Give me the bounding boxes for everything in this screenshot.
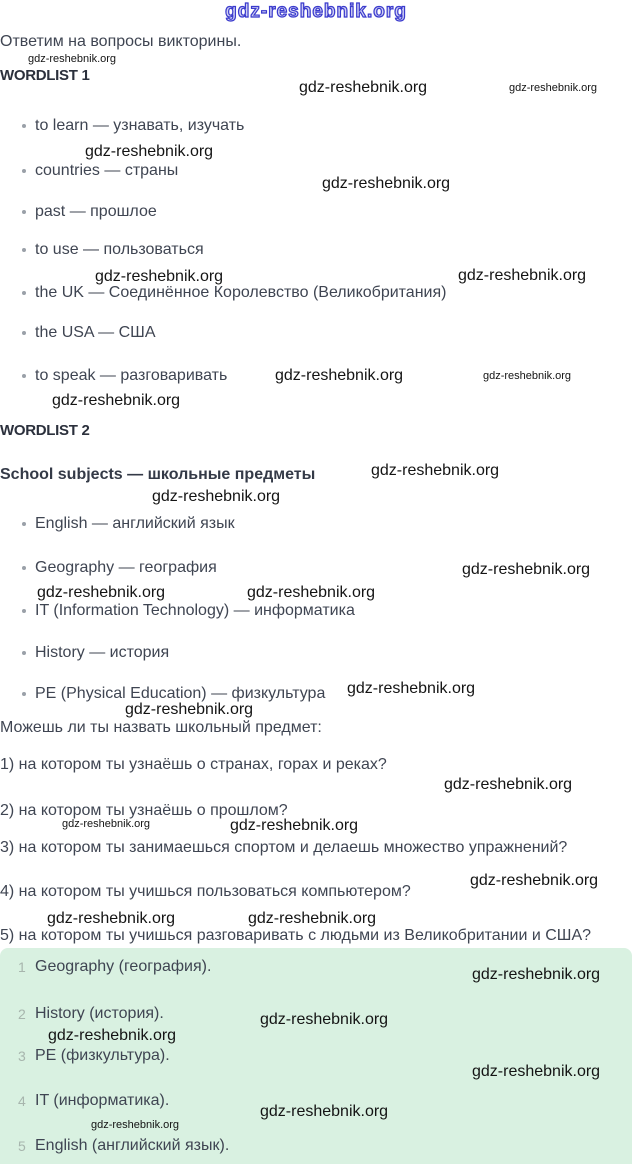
wordlist1-item: [35, 162, 178, 180]
watermark-text: gdz-reshebnik.org: [470, 872, 599, 889]
wordlist2-item: [35, 644, 169, 662]
watermark-text: gdz-reshebnik.org: [37, 584, 166, 601]
wordlist2-item: [35, 559, 217, 577]
bullet-icon: [22, 566, 26, 570]
bullet-icon: [22, 522, 26, 526]
bullet-icon: [22, 169, 26, 173]
watermark-text: gdz-reshebnik.org: [299, 79, 428, 96]
answer-number: 2: [18, 1006, 26, 1022]
wordlist1-item: [35, 324, 155, 342]
watermark-text: gdz-reshebnik.org: [462, 561, 591, 578]
watermark-text: gdz-reshebnik.org: [322, 175, 451, 192]
watermark-text: gdz-reshebnik.org: [125, 701, 254, 718]
quiz-question: 1) на котором ты узнаёшь о странах, горах и реках?: [0, 756, 387, 773]
site-logo-watermark: gdz-reshebnik.org: [225, 1, 407, 22]
answer-number: 3: [18, 1048, 26, 1064]
watermark-text: gdz-reshebnik.org: [28, 53, 117, 65]
quiz-question: 3) на котором ты занимаешься спортом и делаешь множество упражнений?: [0, 839, 568, 856]
wordlist1-item-text: countries — страны: [35, 162, 179, 179]
watermark-text: gdz-reshebnik.org: [95, 268, 224, 285]
bullet-icon: [22, 248, 26, 252]
answer-text: IT (информатика).: [35, 1092, 170, 1109]
wordlist1-item: [35, 203, 157, 221]
watermark-text: gdz-reshebnik.org: [91, 1119, 180, 1131]
watermark-text: gdz-reshebnik.org: [275, 367, 404, 384]
watermark-text: gdz-reshebnik.org: [260, 1011, 389, 1028]
wordlist1-item: [35, 284, 446, 302]
wordlist2-item-text: PE (Physical Education) — физкультура: [35, 685, 326, 702]
wordlist2-item-text: English — английский язык: [35, 515, 235, 532]
watermark-text: gdz-reshebnik.org: [62, 818, 151, 830]
wordlist1-item: [35, 241, 204, 259]
bullet-icon: [22, 291, 26, 295]
bullet-icon: [22, 331, 26, 335]
wordlist1-item-text: to speak — разговаривать: [35, 367, 228, 384]
wordlist1-item: [35, 367, 227, 385]
wordlist1-item: [35, 117, 244, 135]
watermark-text: gdz-reshebnik.org: [444, 776, 573, 793]
answers-block: [0, 948, 632, 1164]
wordlist1-item-text: the USA — США: [35, 324, 156, 341]
watermark-text: gdz-reshebnik.org: [247, 584, 376, 601]
bullet-icon: [22, 692, 26, 696]
watermark-text: gdz-reshebnik.org: [230, 817, 359, 834]
quiz-question: 5) на котором ты учишься разговаривать с людьми из Великобритании и США?: [0, 927, 592, 944]
answer-text: English (английский язык).: [35, 1137, 230, 1154]
watermark-text: gdz-reshebnik.org: [48, 1027, 177, 1044]
bullet-icon: [22, 651, 26, 655]
watermark-text: gdz-reshebnik.org: [152, 488, 281, 505]
bullet-icon: [22, 124, 26, 128]
answer-number: 1: [18, 959, 26, 975]
wordlist2-item-text: History — история: [35, 644, 170, 661]
answer-number: 4: [18, 1093, 26, 1109]
wordlist2-item-text: IT (Information Technology) — информатика: [35, 602, 355, 619]
answer-text: PE (физкультура).: [35, 1047, 170, 1064]
watermark-text: gdz-reshebnik.org: [472, 1063, 601, 1080]
watermark-text: gdz-reshebnik.org: [472, 966, 601, 983]
wordlist2-item: [35, 602, 355, 620]
quiz-question: 2) на котором ты узнаёшь о прошлом?: [0, 802, 288, 819]
wordlist1-item-text: to use — пользоваться: [35, 241, 204, 258]
answer-text: Geography (география).: [35, 958, 212, 975]
watermark-text: gdz-reshebnik.org: [85, 143, 214, 160]
bullet-icon: [22, 609, 26, 613]
answer-text: History (история).: [35, 1005, 164, 1022]
wordlist1-item-text: the UK — Соединённое Королевство (Великобритания): [35, 284, 447, 301]
watermark-text: gdz-reshebnik.org: [458, 267, 587, 284]
watermark-text: gdz-reshebnik.org: [371, 462, 500, 479]
task-intro: Ответим на вопросы викторины.: [0, 33, 242, 50]
watermark-text: gdz-reshebnik.org: [347, 680, 476, 697]
wordlist2-subtitle: School subjects — школьные предметы: [0, 466, 316, 483]
wordlist2-item-text: Geography — география: [35, 559, 217, 576]
wordlist1-item-text: past — прошлое: [35, 203, 157, 220]
wordlist2-title: WORDLIST 2: [0, 422, 90, 439]
quiz-question: 4) на котором ты учишься пользоваться компьютером?: [0, 883, 411, 900]
watermark-text: gdz-reshebnik.org: [260, 1103, 389, 1120]
watermark-text: gdz-reshebnik.org: [509, 82, 598, 94]
watermark-text: gdz-reshebnik.org: [483, 370, 572, 382]
bullet-icon: [22, 374, 26, 378]
watermark-text: gdz-reshebnik.org: [52, 392, 181, 409]
answer-number: 5: [18, 1138, 26, 1154]
bullet-icon: [22, 210, 26, 214]
watermark-text: gdz-reshebnik.org: [47, 910, 176, 927]
watermark-text: gdz-reshebnik.org: [248, 910, 377, 927]
wordlist1-item-text: to learn — узнавать, изучать: [35, 117, 245, 134]
quiz-lead: Можешь ли ты назвать школьный предмет:: [0, 719, 322, 736]
wordlist2-item: [35, 685, 325, 703]
wordlist2-item: [35, 515, 235, 533]
wordlist1-title: WORDLIST 1: [0, 67, 90, 84]
